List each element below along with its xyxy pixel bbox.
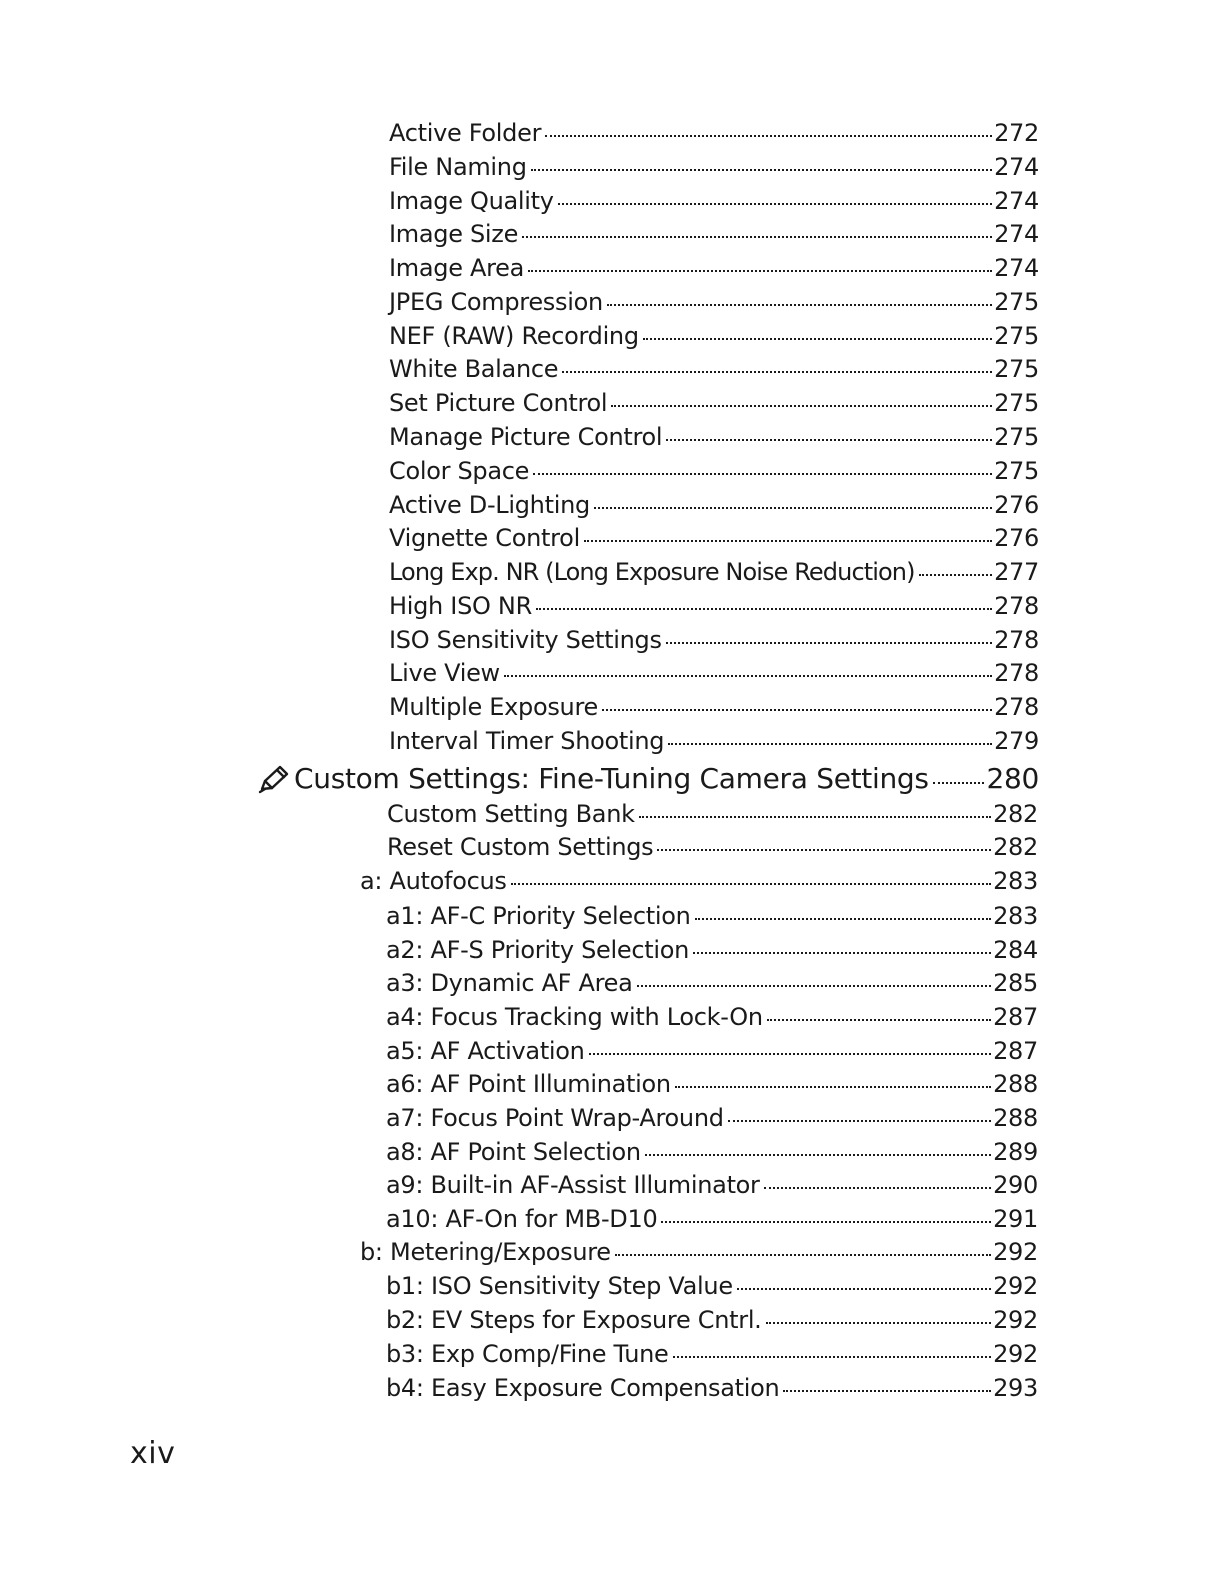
toc-entry-image-size[interactable] <box>389 219 1039 249</box>
toc-entry-title: a5: AF Activation <box>386 1037 585 1065</box>
dot-leader <box>693 952 991 954</box>
toc-entry-title: a1: AF-C Priority Selection <box>386 902 691 930</box>
toc-entry-title: Image Area <box>389 254 525 282</box>
dot-leader <box>666 642 992 644</box>
toc-entry-reset-custom-settings[interactable] <box>387 832 1038 862</box>
toc-entry-page: 283 <box>993 902 1038 930</box>
toc-entry-multiple-exposure[interactable] <box>389 692 1039 722</box>
toc-entry-page: 284 <box>993 936 1038 964</box>
dot-leader <box>589 1053 991 1055</box>
toc-entry-title: a4: Focus Tracking with Lock-On <box>386 1003 763 1031</box>
toc-entry-page: 278 <box>994 626 1039 654</box>
toc-entry-page: 282 <box>993 800 1038 828</box>
toc-entry-active-folder[interactable] <box>389 118 1039 148</box>
toc-entry-page: 287 <box>993 1037 1038 1065</box>
toc-entry-page: 287 <box>993 1003 1038 1031</box>
dot-leader <box>584 540 992 542</box>
toc-entry-page: 285 <box>993 969 1038 997</box>
toc-entry-page: 272 <box>994 119 1039 147</box>
toc-entry-title: Custom Setting Bank <box>387 800 635 828</box>
toc-entry-title: File Naming <box>389 153 527 181</box>
toc-entry-page: 275 <box>994 423 1039 451</box>
toc-entry-b4[interactable] <box>386 1373 1038 1403</box>
toc-entry-page: 277 <box>994 558 1039 586</box>
toc-entry-page: 292 <box>993 1340 1038 1368</box>
toc-entry-a2[interactable] <box>386 935 1038 965</box>
toc-entry-title: JPEG Compression <box>389 288 603 316</box>
toc-entry-page: 291 <box>993 1205 1038 1233</box>
toc-entry-title: Color Space <box>389 457 530 485</box>
toc-entry-white-balance[interactable] <box>389 354 1039 384</box>
dot-leader <box>666 439 992 441</box>
toc-entry-live-view[interactable] <box>389 658 1039 688</box>
dot-leader <box>695 918 992 920</box>
toc-entry-a10[interactable] <box>386 1204 1038 1234</box>
toc-entry-a3[interactable] <box>386 968 1038 998</box>
toc-entry-high-iso-nr[interactable] <box>389 591 1039 621</box>
toc-entry-title: a8: AF Point Selection <box>386 1138 641 1166</box>
dot-leader <box>615 1254 991 1256</box>
dot-leader <box>728 1120 991 1122</box>
toc-entry-page: 275 <box>994 355 1039 383</box>
toc-entry-page: 275 <box>994 288 1039 316</box>
toc-entry-title: Reset Custom Settings <box>387 833 654 861</box>
toc-entry-page: 288 <box>993 1104 1038 1132</box>
toc-entry-image-area[interactable] <box>389 253 1039 283</box>
toc-entry-a7[interactable] <box>386 1103 1038 1133</box>
dot-leader <box>737 1288 991 1290</box>
dot-leader <box>558 203 992 205</box>
toc-entry-page: 282 <box>993 833 1038 861</box>
dot-leader <box>528 270 992 272</box>
toc-entry-a1[interactable] <box>386 901 1038 931</box>
toc-section-heading-custom-settings[interactable] <box>256 762 1039 796</box>
toc-entry-page: 274 <box>994 187 1039 215</box>
toc-entry-b1[interactable] <box>386 1271 1038 1301</box>
dot-leader <box>602 709 992 711</box>
toc-entry-page: 278 <box>994 592 1039 620</box>
toc-entry-b3[interactable] <box>386 1339 1038 1369</box>
dot-leader <box>643 338 992 340</box>
toc-entry-title: NEF (RAW) Recording <box>389 322 639 350</box>
toc-entry-title: a2: AF-S Priority Selection <box>386 936 689 964</box>
toc-entry-page: 276 <box>994 491 1039 519</box>
toc-entry-title: a3: Dynamic AF Area <box>386 969 633 997</box>
toc-entry-title: White Balance <box>389 355 559 383</box>
dot-leader <box>607 304 992 306</box>
pencil-icon <box>256 764 290 794</box>
toc-entry-title: Long Exp. NR (Long Exposure Noise Reduction) <box>389 558 915 586</box>
toc-entry-interval-timer-shooting[interactable] <box>389 726 1039 756</box>
toc-entry-page: 289 <box>993 1138 1038 1166</box>
toc-section-title: Custom Settings: Fine-Tuning Camera Settings <box>294 762 929 795</box>
toc-entry-vignette-control[interactable] <box>389 523 1039 553</box>
dot-leader <box>673 1356 992 1358</box>
toc-entry-title: Vignette Control <box>389 524 580 552</box>
toc-entry-b2[interactable] <box>386 1305 1038 1335</box>
toc-entry-title: ISO Sensitivity Settings <box>389 626 662 654</box>
dot-leader <box>545 135 992 137</box>
dot-leader <box>504 675 992 677</box>
dot-leader <box>637 985 992 987</box>
toc-entry-a-autofocus[interactable] <box>360 866 1038 896</box>
toc-entry-page: 275 <box>994 389 1039 417</box>
toc-entry-page: 292 <box>993 1238 1038 1266</box>
toc-entry-page: 275 <box>994 457 1039 485</box>
dot-leader <box>933 782 985 784</box>
toc-entry-title: Active D-Lighting <box>389 491 590 519</box>
dot-leader <box>533 473 992 475</box>
toc-entry-title: a: Autofocus <box>360 867 507 895</box>
toc-entry-title: a9: Built-in AF-Assist Illuminator <box>386 1171 760 1199</box>
toc-entry-title: Live View <box>389 659 500 687</box>
dot-leader <box>657 849 991 851</box>
dot-leader <box>675 1086 991 1088</box>
dot-leader <box>511 883 991 885</box>
toc-entry-color-space[interactable] <box>389 456 1039 486</box>
toc-entry-long-exp-nr[interactable] <box>389 557 1039 587</box>
toc-entry-title: a10: AF-On for MB-D10 <box>386 1205 658 1233</box>
toc-entry-page: 274 <box>994 153 1039 181</box>
toc-entry-a4[interactable] <box>386 1002 1038 1032</box>
toc-entry-title: a6: AF Point Illumination <box>386 1070 671 1098</box>
toc-entry-page: 292 <box>993 1306 1038 1334</box>
toc-entry-title: Active Folder <box>389 119 542 147</box>
toc-entry-a9[interactable] <box>386 1170 1038 1200</box>
toc-entry-page: 288 <box>993 1070 1038 1098</box>
toc-entry-manage-picture-control[interactable] <box>389 422 1039 452</box>
toc-entry-page: 278 <box>994 659 1039 687</box>
dot-leader <box>668 743 992 745</box>
toc-entry-page: 293 <box>993 1374 1038 1402</box>
toc-entry-title: b3: Exp Comp/Fine Tune <box>386 1340 669 1368</box>
toc-entry-page: 292 <box>993 1272 1038 1300</box>
dot-leader <box>611 405 992 407</box>
toc-entry-title: Manage Picture Control <box>389 423 663 451</box>
dot-leader <box>639 816 991 818</box>
toc-entry-title: High ISO NR <box>389 592 532 620</box>
toc-entry-active-d-lighting[interactable] <box>389 490 1039 520</box>
dot-leader <box>562 371 992 373</box>
toc-entry-page: 290 <box>993 1171 1038 1199</box>
toc-entry-page: 279 <box>994 727 1039 755</box>
toc-entry-page: 283 <box>993 867 1038 895</box>
toc-entry-page: 274 <box>994 220 1039 248</box>
toc-entry-a8[interactable] <box>386 1137 1038 1167</box>
dot-leader <box>766 1322 992 1324</box>
toc-entry-nef-raw-recording[interactable] <box>389 321 1039 351</box>
toc-entry-title: Image Size <box>389 220 519 248</box>
dot-leader <box>522 236 992 238</box>
toc-entry-set-picture-control[interactable] <box>389 388 1039 418</box>
toc-entry-a5[interactable] <box>386 1036 1038 1066</box>
toc-entry-jpeg-compression[interactable] <box>389 287 1039 317</box>
toc-entry-title: Image Quality <box>389 187 554 215</box>
dot-leader <box>661 1221 991 1223</box>
toc-entry-page: 275 <box>994 322 1039 350</box>
page-number: xiv <box>130 1436 176 1471</box>
toc-entry-image-quality[interactable] <box>389 186 1039 216</box>
toc-entry-file-naming[interactable] <box>389 152 1039 182</box>
toc-entry-page: 274 <box>994 254 1039 282</box>
toc-entry-title: Multiple Exposure <box>389 693 598 721</box>
dot-leader <box>594 507 992 509</box>
toc-entry-page: 278 <box>994 693 1039 721</box>
toc-entry-title: b4: Easy Exposure Compensation <box>386 1374 780 1402</box>
dot-leader <box>645 1154 991 1156</box>
toc-entry-title: b1: ISO Sensitivity Step Value <box>386 1272 733 1300</box>
dot-leader <box>767 1019 991 1021</box>
dot-leader <box>764 1187 991 1189</box>
dot-leader <box>531 169 992 171</box>
toc-entry-custom-setting-bank[interactable] <box>387 799 1038 829</box>
toc-entry-title: b2: EV Steps for Exposure Cntrl. <box>386 1306 762 1334</box>
toc-section-page: 280 <box>986 762 1039 795</box>
toc-entry-title: Set Picture Control <box>389 389 608 417</box>
dot-leader <box>536 608 992 610</box>
toc-entry-title: b: Metering/Exposure <box>360 1238 611 1266</box>
toc-entry-page: 276 <box>994 524 1039 552</box>
dot-leader <box>783 1390 991 1392</box>
toc-entry-a6[interactable] <box>386 1069 1038 1099</box>
toc-entry-iso-sensitivity-settings[interactable] <box>389 625 1039 655</box>
toc-entry-title: a7: Focus Point Wrap-Around <box>386 1104 724 1132</box>
dot-leader <box>919 574 993 576</box>
toc-entry-b-metering-exposure[interactable] <box>360 1237 1038 1267</box>
toc-entry-title: Interval Timer Shooting <box>389 727 665 755</box>
